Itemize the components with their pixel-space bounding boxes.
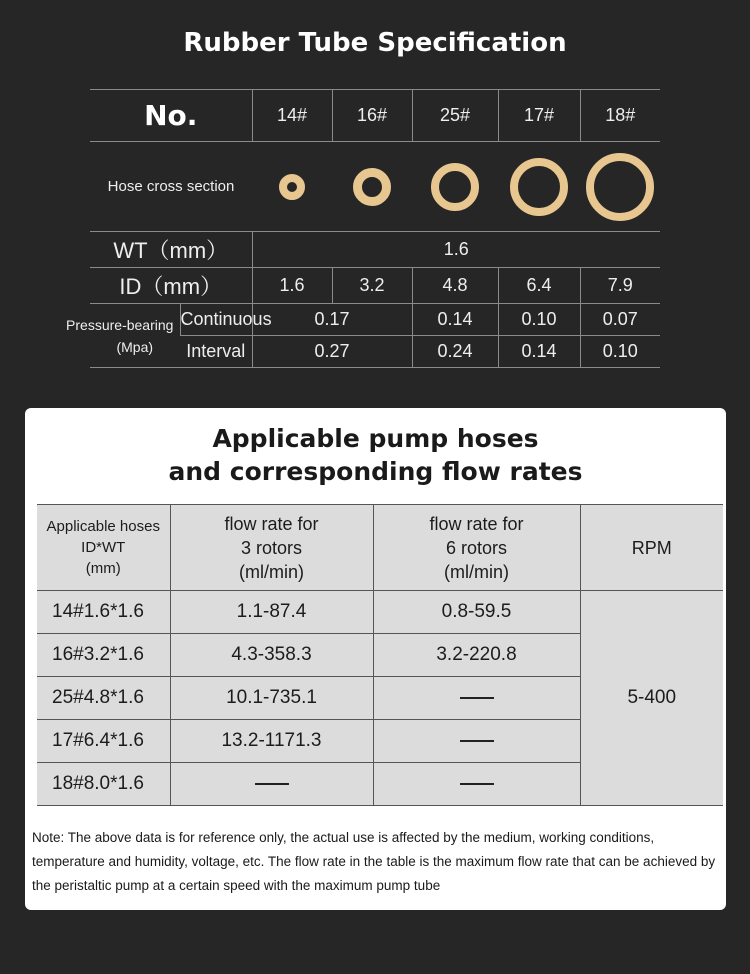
six-rotor-cell: 3.2-220.8 xyxy=(373,634,580,677)
hose-cell: 25#4.8*1.6 xyxy=(37,677,170,720)
flow-title xyxy=(25,422,726,488)
id-label: ID（mm） xyxy=(90,268,252,304)
hoses-header-line: Applicable hoses xyxy=(46,518,160,535)
continuous-value: 0.10 xyxy=(498,304,580,336)
hose-cell: 14#1.6*1.6 xyxy=(37,591,170,634)
flow-header-row xyxy=(37,505,723,591)
three-rotors-header-line: 3 rotors xyxy=(240,537,303,558)
id-value: 4.8 xyxy=(412,268,498,304)
three-rotor-cell: 10.1-735.1 xyxy=(170,677,373,720)
six-rotors-header-line: (ml/min) xyxy=(444,561,509,582)
interval-value: 0.24 xyxy=(412,336,498,368)
continuous-value: 0.07 xyxy=(580,304,660,336)
size-16: 16# xyxy=(332,90,412,142)
hose-cell: 16#3.2*1.6 xyxy=(37,634,170,677)
spec-title: Rubber Tube Specification xyxy=(183,28,567,58)
spec-table xyxy=(66,89,660,368)
three-rotors-header-line: flow rate for xyxy=(224,513,319,534)
six-rotors-header-line: flow rate for xyxy=(429,513,524,534)
continuous-label: Continuous xyxy=(180,304,252,336)
three-rotor-cell xyxy=(170,763,373,806)
ring-icon-14 xyxy=(279,174,305,200)
rpm-header: RPM xyxy=(580,505,723,591)
six-rotor-cell xyxy=(373,677,580,720)
three-rotor-cell: 13.2-1171.3 xyxy=(170,720,373,763)
id-value: 1.6 xyxy=(252,268,332,304)
cross-section-label: Hose cross section xyxy=(90,142,252,232)
pressure-unit: (Mpa) xyxy=(116,338,154,355)
flow-title-line2: and corresponding flow rates xyxy=(168,457,583,486)
interval-value: 0.14 xyxy=(498,336,580,368)
hoses-header-line: ID*WT xyxy=(81,539,126,556)
size-25: 25# xyxy=(412,90,498,142)
six-rotor-cell: 0.8-59.5 xyxy=(373,591,580,634)
rpm-cell: 5-400 xyxy=(580,591,723,806)
interval-value: 0.10 xyxy=(580,336,660,368)
interval-label: Interval xyxy=(180,336,252,368)
footnote: Note: The above data is for reference only, the actual use is affected by the medium, working conditions, temperature and humidity, voltage, etc. The flow rate in the table is the maximum flow rate that can be achieved by the peristaltic pump at a certain speed with the maximum pump tube xyxy=(32,830,716,893)
six-rotors-header-line: 6 rotors xyxy=(445,537,508,558)
spec-row-number xyxy=(90,90,660,142)
ring-icon-16 xyxy=(353,168,391,206)
pressure-label xyxy=(66,304,180,368)
flow-title-line1: Applicable pump hoses xyxy=(212,424,539,453)
id-value: 7.9 xyxy=(580,268,660,304)
hoses-header xyxy=(37,505,170,591)
dash-icon xyxy=(460,740,494,742)
wt-label: WT（mm） xyxy=(90,232,252,268)
table-row xyxy=(37,591,723,634)
six-rotor-cell xyxy=(373,720,580,763)
flow-table xyxy=(37,504,723,806)
number-label: No. xyxy=(90,90,252,142)
interval-value: 0.27 xyxy=(252,336,412,368)
size-18: 18# xyxy=(580,90,660,142)
dash-icon xyxy=(255,783,289,785)
ring-icon-17 xyxy=(510,158,568,216)
three-rotor-cell: 1.1-87.4 xyxy=(170,591,373,634)
spec-row-wt xyxy=(90,232,660,268)
dash-icon xyxy=(460,697,494,699)
wt-value: 1.6 xyxy=(252,232,660,268)
spec-row-cross-section xyxy=(90,142,660,232)
spec-row-id xyxy=(90,268,660,304)
ring-icon-25 xyxy=(431,163,479,211)
continuous-value: 0.14 xyxy=(412,304,498,336)
flow-card xyxy=(25,408,726,910)
ring-icon-18 xyxy=(586,153,654,221)
continuous-value: 0.17 xyxy=(252,304,412,336)
six-rotors-header xyxy=(373,505,580,591)
id-value: 6.4 xyxy=(498,268,580,304)
three-rotors-header xyxy=(170,505,373,591)
three-rotor-cell: 4.3-358.3 xyxy=(170,634,373,677)
pressure-bearing-label: Pressure-bearing xyxy=(66,316,174,333)
hose-cell: 17#6.4*1.6 xyxy=(37,720,170,763)
six-rotor-cell xyxy=(373,763,580,806)
three-rotors-header-line: (ml/min) xyxy=(239,561,304,582)
hose-cell: 18#8.0*1.6 xyxy=(37,763,170,806)
hoses-header-line: (mm) xyxy=(85,560,121,577)
spec-row-continuous xyxy=(90,304,660,336)
id-value: 3.2 xyxy=(332,268,412,304)
size-17: 17# xyxy=(498,90,580,142)
dash-icon xyxy=(460,783,494,785)
size-14: 14# xyxy=(252,90,332,142)
